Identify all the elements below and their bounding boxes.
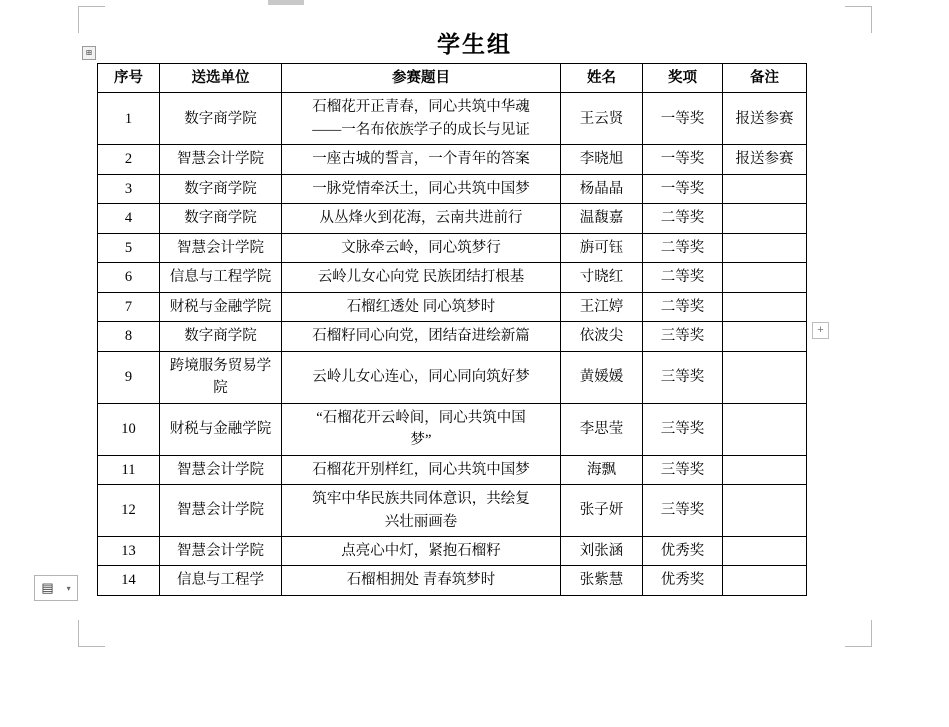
cell-title-line2: 梦” [410,432,432,449]
cell-no: 10 [98,403,160,455]
table-row [98,485,807,537]
cell-remark [723,263,807,292]
cell-no: 12 [98,485,160,537]
column-header-remark: 备注 [723,64,807,93]
cell-title [282,93,561,145]
cell-unit: 信息与工程学 [160,566,282,595]
cell-title: 云岭儿女心向党 民族团结打根基 [282,263,561,292]
cell-unit: 智慧会计学院 [160,455,282,484]
cell-no: 7 [98,292,160,321]
cell-no: 5 [98,233,160,262]
cell-remark [723,292,807,321]
anchor-handle-icon[interactable]: ⊞ [82,46,96,60]
cell-award: 优秀奖 [643,566,723,595]
cell-award: 三等奖 [643,322,723,351]
cell-name: 刘张涵 [561,536,643,565]
page-corner-mark-bottom-right [845,620,872,647]
cell-title [282,403,561,455]
column-header-unit: 送选单位 [160,64,282,93]
table-header [98,64,807,93]
table-body [98,93,807,595]
cell-no: 14 [98,566,160,595]
cell-remark [723,204,807,233]
cell-remark [723,455,807,484]
cell-title-line1: 石榴花开正青春，同心共筑中华魂 [312,99,530,116]
cell-no: 6 [98,263,160,292]
cell-no: 2 [98,145,160,174]
cell-remark [723,485,807,537]
cell-name: 海飘 [561,455,643,484]
cell-title: 一座古城的誓言，一个青年的答案 [282,145,561,174]
cell-remark [723,566,807,595]
cell-unit: 智慧会计学院 [160,536,282,565]
table-row [98,233,807,262]
cell-remark [723,536,807,565]
table-row [98,536,807,565]
cell-remark: 报送参赛 [723,145,807,174]
cell-title: 从丛烽火到花海，云南共进前行 [282,204,561,233]
chevron-down-icon[interactable]: ▾ [66,583,71,593]
cell-name: 李思莹 [561,403,643,455]
cell-title: 云岭儿女心连心，同心同向筑好梦 [282,351,561,403]
table-row [98,204,807,233]
cell-title: 石榴籽同心向党，团结奋进绘新篇 [282,322,561,351]
cell-title-line1: 筑牢中华民族共同体意识，共绘复 [312,491,530,508]
cell-no: 8 [98,322,160,351]
cell-name: 旃可钰 [561,233,643,262]
cell-no: 9 [98,351,160,403]
cell-award: 三等奖 [643,351,723,403]
cell-unit: 数字商学院 [160,174,282,203]
cell-unit: 数字商学院 [160,204,282,233]
cell-remark [723,174,807,203]
cell-award: 三等奖 [643,455,723,484]
cell-remark [723,351,807,403]
column-header-title: 参赛题目 [282,64,561,93]
cell-unit: 跨境服务贸易学院 [160,351,282,403]
cell-award: 一等奖 [643,145,723,174]
cell-unit: 智慧会计学院 [160,233,282,262]
cell-name: 王江婷 [561,292,643,321]
table-row [98,263,807,292]
table-row [98,292,807,321]
table-icon: ▤ [41,580,54,595]
add-row-plus-button[interactable]: + [812,322,829,339]
cell-award: 一等奖 [643,174,723,203]
cell-title-line1: “石榴花开云岭间，同心共筑中国 [316,409,526,426]
cell-remark: 报送参赛 [723,93,807,145]
cell-title: 点亮心中灯，紧抱石榴籽 [282,536,561,565]
cell-award: 二等奖 [643,233,723,262]
cell-title-line2: ——一名布依族学子的成长与见证 [312,121,530,138]
table-header-row [98,64,807,93]
cell-name: 寸晓红 [561,263,643,292]
column-header-name: 姓名 [561,64,643,93]
cell-award: 三等奖 [643,403,723,455]
cell-title: 一脉党情牵沃土，同心共筑中国梦 [282,174,561,203]
column-header-award: 奖项 [643,64,723,93]
cell-unit: 财税与金融学院 [160,292,282,321]
page-title: 学生组 [437,32,512,57]
cell-title: 石榴相拥处 青春筑梦时 [282,566,561,595]
cell-award: 优秀奖 [643,536,723,565]
cell-unit: 信息与工程学院 [160,263,282,292]
cell-title: 石榴花开别样红，同心共筑中国梦 [282,455,561,484]
cell-name: 张紫慧 [561,566,643,595]
cell-award: 二等奖 [643,204,723,233]
cell-unit: 数字商学院 [160,322,282,351]
table-options-widget[interactable] [34,575,78,601]
cell-unit: 智慧会计学院 [160,145,282,174]
ruler-marker [268,0,304,5]
cell-name: 依波尖 [561,322,643,351]
cell-no: 13 [98,536,160,565]
cell-award: 一等奖 [643,93,723,145]
cell-name: 张子妍 [561,485,643,537]
cell-unit: 财税与金融学院 [160,403,282,455]
cell-no: 4 [98,204,160,233]
cell-remark [723,233,807,262]
cell-name: 王云贤 [561,93,643,145]
cell-remark [723,403,807,455]
cell-no: 3 [98,174,160,203]
table-row [98,93,807,145]
cell-award: 三等奖 [643,485,723,537]
table-row [98,566,807,595]
cell-title-line2: 兴壮丽画卷 [384,513,458,530]
cell-name: 杨晶晶 [561,174,643,203]
table-row [98,403,807,455]
table-row [98,145,807,174]
cell-name: 李晓旭 [561,145,643,174]
cell-unit: 智慧会计学院 [160,485,282,537]
page-corner-mark-bottom-left [78,620,105,647]
table-row [98,455,807,484]
table-row [98,322,807,351]
cell-name: 温馥嘉 [561,204,643,233]
cell-no: 1 [98,93,160,145]
cell-award: 二等奖 [643,292,723,321]
cell-title [282,485,561,537]
cell-name: 黄媛媛 [561,351,643,403]
table-row [98,174,807,203]
column-header-no: 序号 [98,64,160,93]
cell-title: 文脉牵云岭，同心筑梦行 [282,233,561,262]
cell-award: 二等奖 [643,263,723,292]
cell-remark [723,322,807,351]
awards-table [97,63,807,596]
cell-unit: 数字商学院 [160,93,282,145]
table-row [98,351,807,403]
cell-title: 石榴红透处 同心筑梦时 [282,292,561,321]
cell-no: 11 [98,455,160,484]
